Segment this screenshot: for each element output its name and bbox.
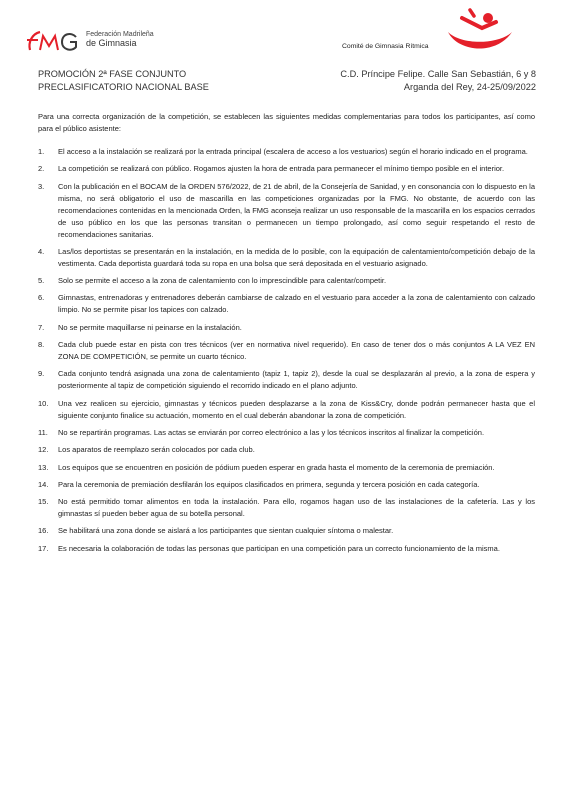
- event-heading: [38, 68, 209, 93]
- rule-number: 17.: [38, 543, 49, 553]
- rule-item: [38, 275, 535, 287]
- rule-item: [38, 496, 535, 520]
- event-title: PROMOCIÓN 2ª FASE CONJUNTO: [38, 69, 187, 79]
- fmg-name-line1: Federación Madrileña: [86, 31, 154, 38]
- rule-number: 15.: [38, 497, 49, 507]
- rule-text: Gimnastas, entrenadoras y entrenadores deberán cambiarse de calzado en el vestuario para acceder a la zona de calentamiento con calzado limpio. No se permite pisar los tapices con calzado.: [58, 293, 535, 315]
- rule-text: Los aparatos de reemplazo serán colocados por cada club.: [58, 445, 255, 455]
- rule-item: [38, 444, 535, 456]
- rule-text: Solo se permite el acceso a la zona de calentamiento con lo imprescindible para calentar/competir.: [58, 276, 387, 286]
- fmg-monogram-icon: [24, 28, 82, 54]
- rule-item: [38, 163, 535, 175]
- rule-item: [38, 181, 535, 241]
- rule-item: [38, 292, 535, 316]
- event-subtitle: PRECLASIFICATORIO NACIONAL BASE: [38, 81, 209, 92]
- rule-text: No se permite maquillarse ni peinarse en la instalación.: [58, 322, 242, 332]
- rule-number: 6.: [38, 293, 45, 303]
- rule-text: Una vez realicen su ejercicio, gimnastas y técnicos pueden desplazarse a la zona de Kiss&Cry, donde podrán permanecer hasta que el siguiente conjunto finalice su actuación, momento en el cual deberán abandonar la zona de competición.: [58, 398, 535, 420]
- committee-gymnast-icon: [440, 6, 516, 58]
- rule-number: 16.: [38, 526, 49, 536]
- rule-text: Los equipos que se encuentren en posición de pódium pueden esperar en grada hasta el momento de la ceremonia de premiación.: [58, 462, 495, 472]
- rule-number: 10.: [38, 398, 49, 408]
- fmg-name-line2: de Gimnasia: [86, 38, 137, 48]
- rule-text: Cada conjunto tendrá asignada una zona de calentamiento (tapiz 1, tapiz 2), desde la cual se desplazarán al previo, a la zona de espera y posteriormente al tapiz de competición siguiendo el recorrido indicado en el plano adjunto.: [58, 369, 535, 391]
- rule-number: 1.: [38, 147, 45, 156]
- rule-item: [38, 525, 535, 537]
- rule-number: 5.: [38, 276, 45, 286]
- rule-number: 9.: [38, 369, 45, 379]
- rule-text: Para la ceremonia de premiación desfilarán los equipos clasificados en primera, segunda y tercera posición en cada categoría.: [58, 479, 480, 489]
- rule-text: Con la publicación en el BOCAM de la ORDEN 576/2022, de 21 de abril, de la Consejería de Sanidad, y en consonancia con lo dispuesto en la misma, no será obligatorio el uso de mascarilla en las competiciones organizadas por la FMG. No obstante, de acuerdo con las recomendaciones contenidas en la mencionada Orden, la FMG aconseja realizar un uso responsable de la mascarilla en los espacios cerrados de uso público en los que las personas transitan o permanecen un tiempo prolongado, así como seguir respetando el resto de recomendaciones sanitarias.: [58, 181, 535, 239]
- venue-heading: [330, 68, 536, 93]
- rule-item: [38, 398, 535, 422]
- rule-number: 7.: [38, 322, 45, 332]
- rule-number: 12.: [38, 445, 49, 455]
- rule-text: No está permitido tomar alimentos en toda la instalación. Para ello, rogamos hagan uso de las instalaciones de la cafetería. Las y los gimnastas sí pueden beber agua de su botella personal.: [58, 497, 535, 519]
- rule-text: Cada club puede estar en pista con tres técnicos (ver en normativa nivel requerido). En caso de tener dos o más conjuntos A LA VEZ EN ZONA DE COMPETICIÓN, se permite un cuarto técnico.: [58, 340, 535, 362]
- rule-text: Se habilitará una zona donde se aislará a los participantes que sientan cualquier síntoma o malestar.: [58, 526, 394, 536]
- rule-item: [38, 146, 535, 158]
- rule-number: 2.: [38, 164, 45, 174]
- rule-item: [38, 368, 535, 392]
- rule-text: Es necesaria la colaboración de todas las personas que participan en una competición para un correcto funcionamiento de la misma.: [58, 543, 500, 553]
- rule-text: No se repartirán programas. Las actas se enviarán por correo electrónico a las y los técnicos inscritos al finalizar la competición.: [58, 427, 485, 437]
- rule-item: [38, 479, 535, 491]
- rule-number: 3.: [38, 181, 45, 191]
- rule-item: [38, 246, 535, 270]
- rule-item: [38, 427, 535, 439]
- rule-number: 13.: [38, 462, 49, 472]
- rule-item: [38, 322, 535, 334]
- rule-text: La competición se realizará con público. Rogamos ajusten la hora de entrada para permanecer el mínimo tiempo posible en el interior.: [58, 164, 505, 174]
- rule-number: 8.: [38, 340, 45, 350]
- fmg-name: [86, 30, 154, 48]
- intro-paragraph: Para una correcta organización de la competición, se establecen las siguientes medidas complementarias para todos los participantes, así como para el público asistente:: [38, 112, 535, 133]
- rule-number: 14.: [38, 479, 49, 489]
- committee-title: Comité de Gimnasia Rítmica: [342, 43, 429, 50]
- rule-text: Las/los deportistas se presentarán en la instalación, en la medida de lo posible, con la equipación de calentamiento/competición debajo de la vestimenta. Cada deportista guardará toda su ropa en una bolsa que será depositada en el vestuario asignado.: [58, 246, 535, 268]
- venue-place-date: Arganda del Rey, 24-25/09/2022: [403, 81, 536, 92]
- rule-number: 11.: [38, 427, 48, 437]
- rule-item: [38, 543, 535, 555]
- venue-address: C.D. Príncipe Felipe. Calle San Sebastián, 6 y 8: [340, 69, 536, 79]
- rule-item: [38, 462, 535, 474]
- rule-text: El acceso a la instalación se realizará por la entrada principal (escalera de acceso a los vestuarios) según el horario indicado en el programa.: [58, 147, 528, 156]
- fmg-logo: [24, 22, 164, 56]
- rule-item: [38, 339, 535, 363]
- rule-number: 4.: [38, 246, 45, 256]
- rules-list: [38, 146, 535, 560]
